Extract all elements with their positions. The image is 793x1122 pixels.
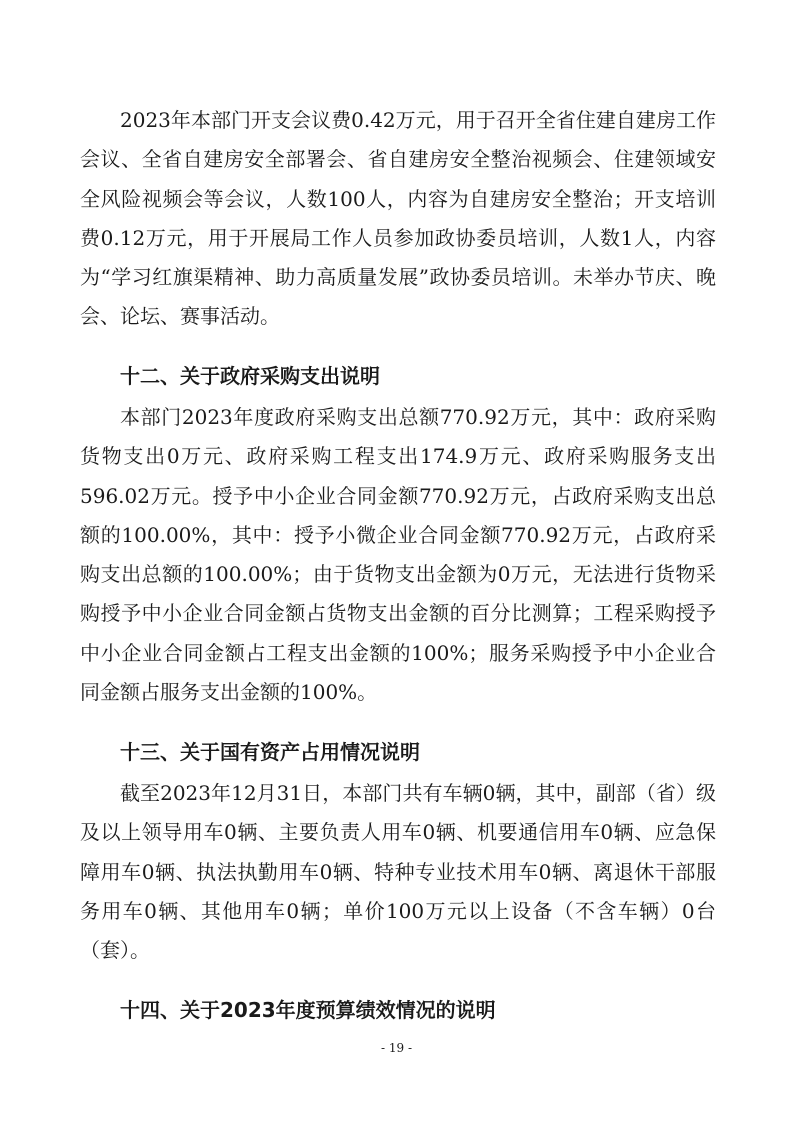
page-number: - 19 - [380,1041,412,1055]
section-heading-government-procurement: 十二、关于政府采购支出说明 [120,364,380,388]
section-heading-budget-performance: 十四、关于2023年度预算绩效情况的说明 [120,998,496,1022]
state-assets-paragraph: 截至2023年12月31日，本部门共有车辆0辆，其中，副部（省）级及以上领导用车0辆、主要负责人用车0辆、机要通信用车0辆、应急保障用车0辆、执法执勤用车0辆、特种专业技术用车0辆、离退休干部服务用车0辆、其他用车0辆；单价100万元以上设备（不含车辆）0台（套）。 [80,781,716,963]
meeting-training-expense-paragraph: 2023年本部门开支会议费0.42万元，用于召开全省住建自建房工作会议、全省自建房安全部署会、省自建房安全整治视频会、住建领域安全风险视频会等会议，人数100人，内容为自建房安全整治；开支培训费0.12万元，用于开展局工作人员参加政协委员培训，人数1人，内容为“学习红旗渠精神、助力高质量发展”政协委员培训。未举办节庆、晚会、论坛、赛事活动。 [80,108,716,329]
section-heading-state-assets: 十三、关于国有资产占用情况说明 [120,740,420,764]
government-procurement-paragraph: 本部门2023年度政府采购支出总额770.92万元，其中：政府采购货物支出0万元、政府采购工程支出174.9万元、政府采购服务支出596.02万元。授予中小企业合同金额770.92万元，占政府采购支出总额的100.00%，其中：授予小微企业合同金额770.92万元，占政府采购支出总额的100.00%；由于货物支出金额为0万元，无法进行货物采购授予中小企业合同金额占货物支出金额的百分比测算；工程采购授予中小企业合同金额占工程支出金额的100%；服务采购授予中小企业合同金额占服务支出金额的100%。 [80,405,716,705]
